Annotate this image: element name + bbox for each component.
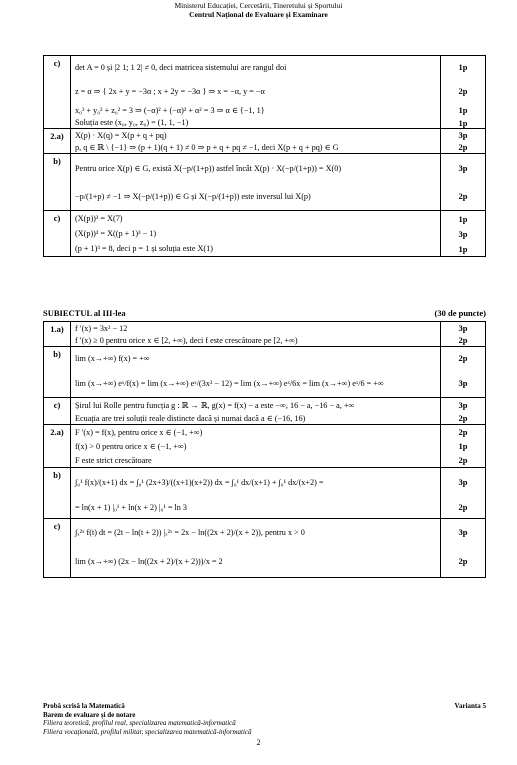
item-row — [44, 347, 486, 398]
solution-line: ∫ₓ²ˣ f(t) dt = (2t − ln(t + 2)) |ₓ²ˣ = 2x − ln((2x + 2)/(x + 2)), pentru x > 0 — [75, 527, 305, 537]
item-content — [71, 398, 441, 425]
item-points — [441, 519, 486, 578]
item-points — [441, 322, 486, 347]
solution-line: Pentru orice X(p) ∈ G, există X(−p/(1+p)) astfel încât X(p) · X(−p/(1+p)) = X(0) — [75, 164, 342, 173]
item-points — [441, 468, 486, 519]
item-label: 1.a) — [44, 322, 71, 347]
item-row — [44, 425, 486, 468]
points-value: 2p — [458, 191, 468, 201]
points-value: 1p — [458, 62, 468, 72]
item-content — [71, 129, 441, 154]
points-value: 3p — [458, 378, 468, 388]
points-value: 2p — [458, 412, 468, 423]
solution-line: (X(p))³ = X((p + 1)³ − 1) — [75, 229, 157, 238]
item-content — [71, 425, 441, 468]
item-content — [71, 211, 441, 257]
points-value: 3p — [458, 228, 468, 239]
solution-line: det A = 0 și |2 1; 1 2| ≠ 0, deci matricea sistemului are rangul doi — [75, 62, 287, 72]
item-content — [71, 347, 441, 398]
header-center: Centrul Național de Evaluare și Examinare — [189, 10, 328, 19]
item-row — [44, 154, 486, 211]
solution-line: lim (x→+∞) eˣ/f(x) = lim (x→+∞) eˣ/(3x² − 12) = lim (x→+∞) eˣ/6x = lim (x→+∞) eˣ/6 = +∞ — [75, 378, 384, 388]
item-content — [71, 154, 441, 211]
points-value: 3p — [458, 477, 468, 487]
item-points — [441, 129, 486, 154]
points-value: 3p — [458, 323, 468, 333]
solution-line: ∫₀¹ f(x)/(x+1) dx = ∫₀¹ (2x+3)/((x+1)(x+2)) dx = ∫₀¹ dx/(x+1) + ∫₀¹ dx/(x+2) = — [75, 477, 324, 487]
section-title: SUBIECTUL al III-lea — [43, 308, 126, 318]
solution-line: Șirul lui Rolle pentru funcția g : ℝ → ℝ, g(x) = f(x) − a este −∞, 16 − a, −16 − a, +∞ — [75, 400, 355, 410]
footer-variant: Varianta 5 — [454, 702, 486, 710]
item-label: c) — [44, 398, 71, 425]
points-value: 1p — [458, 243, 468, 254]
points-value: 3p — [458, 163, 468, 173]
item-points — [441, 398, 486, 425]
solution-line: lim (x→+∞) f(x) = +∞ — [75, 353, 150, 363]
solution-line: Soluția este (x₀, y₀, z₀) = (1, 1, −1) — [75, 118, 189, 127]
solution-line: z = α ⇒ { 2x + y = −3α ; x + 2y = −3α } ⇒ x = −α, y = −α — [75, 86, 265, 96]
item-label: c) — [44, 211, 71, 257]
section-header — [43, 308, 486, 318]
grading-table-subject3 — [43, 321, 486, 578]
points-value: 3p — [458, 399, 468, 410]
grading-table-subject2 — [43, 55, 486, 257]
footer-barem: Barem de evaluare și de notare — [43, 710, 136, 719]
item-points — [441, 425, 486, 468]
item-row — [44, 211, 486, 257]
solution-line: f(x) > 0 pentru orice x ∈ (−1, +∞) — [75, 442, 187, 451]
item-points — [441, 56, 486, 129]
points-value: 2p — [458, 427, 468, 437]
footer — [43, 702, 486, 736]
solution-line: Ecuația are trei soluții reale distincte dacă și numai dacă a ∈ (−16, 16) — [75, 413, 306, 423]
item-row — [44, 468, 486, 519]
item-label: c) — [44, 56, 71, 129]
points-value: 2p — [458, 455, 468, 465]
points-value: 2p — [458, 353, 468, 363]
header-ministry: Ministerul Educației, Cercetării, Tineretului și Sportului — [174, 1, 343, 10]
item-label: 2.a) — [44, 129, 71, 154]
points-value: 3p — [458, 130, 468, 140]
solution-line: −p/(1+p) ≠ −1 ⇒ X(−p/(1+p)) ∈ G și X(−p/(1+p)) este inversul lui X(p) — [75, 192, 311, 201]
item-row — [44, 398, 486, 425]
item-points — [441, 154, 486, 211]
page-number: 2 — [256, 738, 261, 747]
points-value: 2p — [458, 556, 468, 566]
item-content — [71, 519, 441, 578]
points-value: 2p — [458, 142, 468, 152]
item-row — [44, 322, 486, 347]
footer-exam: Probă scrisă la Matematică — [43, 702, 125, 710]
points-value: 2p — [458, 335, 468, 345]
item-content — [71, 56, 441, 129]
item-points — [441, 347, 486, 398]
solution-line: (p + 1)³ = 8, deci p = 1 și soluția este X(1) — [75, 244, 213, 253]
item-row — [44, 519, 486, 578]
item-label: b) — [44, 468, 71, 519]
section-points: (30 de puncte) — [434, 308, 486, 318]
points-value: 1p — [458, 441, 468, 451]
solution-line: p, q ∈ ℝ \ {−1} ⇒ (p + 1)(q + 1) ≠ 0 ⇒ p + q + pq ≠ −1, deci X(p + q + pq) ∈ G — [75, 143, 339, 152]
solution-line: (X(p))³ = X(7) — [75, 214, 123, 223]
item-label: b) — [44, 154, 71, 211]
item-label: c) — [44, 519, 71, 578]
footer-filiera-2: Filiera vocațională, profilul militar, specializarea matematică-informatică — [43, 727, 252, 736]
points-value: 2p — [458, 85, 468, 96]
item-content — [71, 468, 441, 519]
points-value: 1p — [458, 117, 468, 128]
points-value: 3p — [458, 527, 468, 537]
item-row — [44, 129, 486, 154]
item-row — [44, 56, 486, 129]
points-value: 1p — [458, 105, 468, 115]
solution-line: f ′(x) = 3x² − 12 — [75, 323, 128, 333]
item-points — [441, 211, 486, 257]
points-value: 1p — [458, 213, 468, 224]
item-label: 2.a) — [44, 425, 71, 468]
item-content — [71, 322, 441, 347]
item-label: b) — [44, 347, 71, 398]
solution-line: F ′(x) = f(x), pentru orice x ∈ (−1, +∞) — [75, 428, 203, 437]
solution-line: x₀² + y₀² + z₀² = 3 ⇒ (−α)² + (−α)² + α² = 3 ⇒ α ∈ {−1, 1} — [75, 106, 265, 115]
solution-line: F este strict crescătoare — [75, 455, 152, 465]
solution-line: f ′(x) ≥ 0 pentru orice x ∈ [2, +∞), deci f este crescătoare pe [2, +∞) — [75, 336, 298, 345]
solution-line: X(p) · X(q) = X(p + q + pq) — [75, 130, 167, 140]
points-value: 2p — [458, 502, 468, 512]
solution-line: lim (x→+∞) (2x − ln((2x + 2)/(x + 2)))/x = 2 — [75, 556, 223, 566]
footer-filiera-1: Filiera teoretică, profilul real, specializarea matematică-informatică — [43, 719, 236, 727]
solution-line: = ln(x + 1) |₀¹ + ln(x + 2) |₀¹ = ln 3 — [75, 502, 188, 512]
